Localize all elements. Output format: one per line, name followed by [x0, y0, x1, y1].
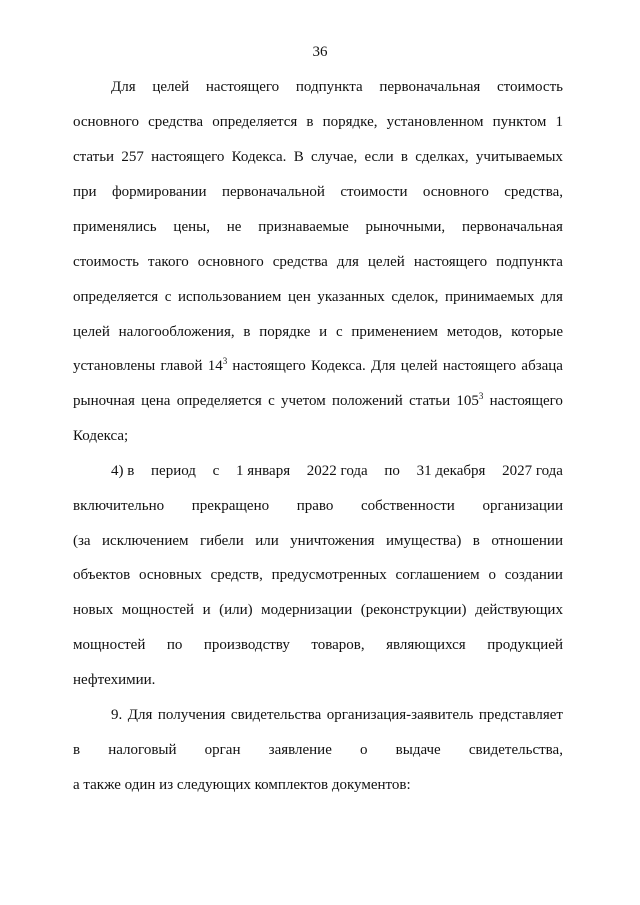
word: учетом [280, 393, 326, 409]
word: выдаче [395, 742, 441, 758]
word: и [202, 602, 211, 618]
word: с [212, 463, 220, 479]
word: Для [370, 358, 396, 374]
word: а также один из следующих комплектов документов: [73, 777, 411, 793]
word: орган [204, 742, 241, 758]
word: $105^3$ [456, 391, 484, 409]
word: 31 декабря [416, 463, 486, 479]
word: о [488, 567, 496, 583]
word: порядке [259, 324, 311, 340]
text-line [111, 78, 563, 96]
text-line [73, 288, 563, 306]
word: предусмотренных [271, 567, 387, 583]
word: в [73, 742, 81, 758]
word: если [364, 149, 394, 165]
word: методов, [446, 324, 503, 340]
word: для [336, 254, 359, 270]
word: Кодекса. [231, 149, 287, 165]
word: организация-заявитель [326, 707, 474, 723]
text-line [73, 497, 563, 515]
word: в [306, 114, 314, 130]
word: стоимость [497, 79, 563, 95]
word: рыночная [73, 393, 135, 409]
text-line [73, 741, 563, 759]
word: стоимости [340, 184, 408, 200]
word: и [319, 324, 328, 340]
word: исключением [102, 533, 189, 549]
word: по [384, 463, 400, 479]
word: 2022 года [306, 463, 368, 479]
word: включительно [73, 498, 165, 514]
word: период [151, 463, 196, 479]
word: 1 [555, 114, 563, 130]
word: абзаца [521, 358, 563, 374]
word: целей [367, 254, 405, 270]
word: определяется [212, 114, 298, 130]
word: принимаемых [444, 289, 535, 305]
text-line [73, 776, 563, 794]
word: для [540, 289, 563, 305]
word: Кодекса. [310, 358, 366, 374]
word: 1 января [235, 463, 291, 479]
text-line [73, 427, 563, 445]
word: порядке, [322, 114, 378, 130]
word: стоимость [73, 254, 139, 270]
word: настоящего [205, 79, 280, 95]
word: заявление [268, 742, 332, 758]
word: модернизации [261, 602, 353, 618]
word: свидетельства [230, 707, 322, 723]
word: мощностей [121, 602, 195, 618]
word: в [243, 324, 251, 340]
word: Для [111, 79, 136, 95]
text-line [73, 113, 563, 131]
word: являющихся [386, 637, 466, 653]
word: использованием [177, 289, 282, 305]
text-line [73, 183, 563, 201]
word: уничтожения [290, 533, 375, 549]
word: основного [197, 254, 264, 270]
word: цены, [173, 219, 210, 235]
word: мощностей [73, 637, 146, 653]
word: признаваемые [258, 219, 349, 235]
text-line [73, 253, 563, 271]
word: целей [152, 79, 190, 95]
word: установлены [73, 358, 156, 374]
word: 2027 года [502, 463, 563, 479]
word: основных [139, 567, 202, 583]
word: с [268, 393, 275, 409]
word: гибели [199, 533, 244, 549]
word: в [400, 149, 409, 165]
word: средств, [210, 567, 263, 583]
word: применением [351, 324, 438, 340]
text-line [111, 462, 563, 480]
word: статьи [409, 393, 451, 409]
word: имущества) [385, 533, 462, 549]
superscript: 3 [478, 391, 484, 401]
word: определяется [73, 289, 159, 305]
word: положений [331, 393, 403, 409]
text-line [111, 706, 563, 724]
word: В [293, 149, 304, 165]
word: налоговый [108, 742, 177, 758]
word: о [360, 742, 368, 758]
word: сделках, [415, 149, 469, 165]
word: главой [160, 358, 203, 374]
word: Кодекса; [73, 428, 129, 444]
word: первоначальной [221, 184, 325, 200]
word: первоначальная [379, 79, 481, 95]
text-line [73, 218, 563, 236]
word: формировании [111, 184, 207, 200]
word: применялись [73, 219, 157, 235]
word: подпункта [295, 79, 363, 95]
word: рыночными, [365, 219, 446, 235]
page-number: 36 [312, 44, 328, 60]
text-line [73, 671, 563, 689]
word: (или) [219, 602, 253, 618]
word: настоящего [489, 393, 563, 409]
word: средства [272, 254, 328, 270]
word: Для [127, 707, 153, 723]
word: прекращено [191, 498, 270, 514]
word: 257 [121, 149, 144, 165]
word: по [166, 637, 183, 653]
text-line [73, 636, 563, 654]
word: установленном [386, 114, 484, 130]
word: товаров, [311, 637, 365, 653]
word: производству [203, 637, 290, 653]
word: основного [422, 184, 489, 200]
word: настоящего [442, 358, 517, 374]
word: соглашением [395, 567, 480, 583]
word: создании [504, 567, 563, 583]
word: целей [73, 324, 110, 340]
text-line [73, 323, 563, 341]
word: настоящего [413, 254, 488, 270]
word: сделок, [391, 289, 439, 305]
word: продукцией [487, 637, 563, 653]
text-line [73, 532, 563, 550]
word: свидетельства, [468, 742, 563, 758]
word: которые [511, 324, 563, 340]
superscript: 3 [222, 356, 228, 366]
word: не [226, 219, 242, 235]
text-line [73, 601, 563, 619]
word: в [472, 533, 480, 549]
word: собственности [361, 498, 455, 514]
text-line [73, 566, 563, 584]
word: действующих [475, 602, 563, 618]
word: при [73, 184, 97, 200]
word: цена [141, 393, 171, 409]
word: средства, [504, 184, 563, 200]
word: настоящего [151, 149, 225, 165]
word: организации [482, 498, 563, 514]
word: налогообложения, [118, 324, 235, 340]
word: новых [73, 602, 114, 618]
word: случае, [310, 149, 358, 165]
word: такого [148, 254, 189, 270]
word: учитываемых [475, 149, 563, 165]
word: определяется [176, 393, 262, 409]
word: или [255, 533, 279, 549]
word: 4) в [111, 463, 135, 479]
word: отношении [491, 533, 563, 549]
word: средства [148, 114, 204, 130]
word: с [164, 289, 172, 305]
word: (за [73, 533, 91, 549]
word: $14^3$ [207, 356, 228, 374]
text-line [73, 392, 563, 410]
word: нефтехимии. [73, 672, 156, 688]
word: право [296, 498, 334, 514]
word: первоначальная [461, 219, 563, 235]
word: статьи [73, 149, 115, 165]
word: целей [400, 358, 438, 374]
text-line [73, 148, 563, 166]
word: настоящего [232, 358, 306, 374]
word: цен [288, 289, 311, 305]
word: указанных [317, 289, 385, 305]
word: объектов [73, 567, 131, 583]
text-line [73, 357, 563, 375]
word: с [335, 324, 343, 340]
word: основного [73, 114, 139, 130]
word: 9. [111, 707, 123, 723]
word: (реконструкции) [360, 602, 467, 618]
word: представляет [478, 707, 563, 723]
word: пунктом [492, 114, 547, 130]
word: подпункта [496, 254, 563, 270]
word: получения [157, 707, 226, 723]
